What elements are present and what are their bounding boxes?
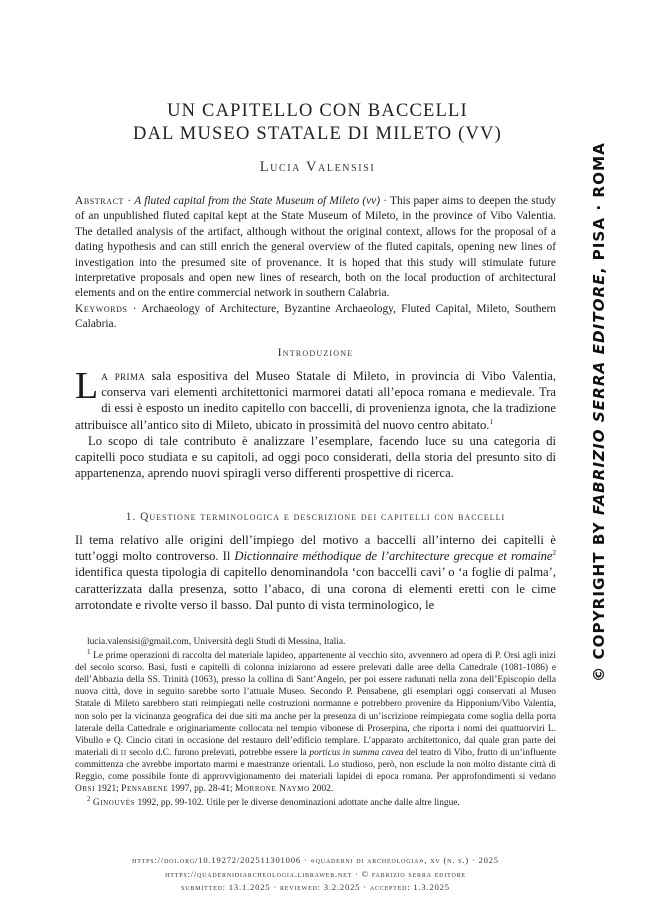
footnote-1-italic: porticus in summa cavea (309, 747, 404, 758)
footer-url-line[interactable]: https://quadernidiarcheologia.libraweb.net · © fabrizio serra editore (165, 868, 466, 879)
footnote-ref-2[interactable]: 2 (552, 549, 556, 558)
footnote-2-number: 2 (87, 795, 91, 804)
drop-cap: L (75, 365, 99, 407)
footnote-1-text-a: Le prime operazioni di raccolta del materiale lapideo, appartenente al vecchio sito, avvennero ad opera di P. Orsi agli inizi del secolo scorso. Basi, fusti e capitelli di colonna iniziarono ad essere prelevati dalle aree della Cattedrale (1081-1086) e dell’Abbazia della SS. Trinità (1063), presso la collina di Sant’Angelo, per poi essere radunati nella zona dell’Episcopio della nuova città, dove in seguito sarebbe sorto l’attuale Museo. Secondo P. Pensabene, gli esemplari oggi conservati al Museo Statale di Mileto sarebbero stati reimpiegati nelle costruzioni normanne e potrebbero provenire da Hipponium/Vibo Valentia, non solo per la vicinanza geografica dei due siti ma anche per la presenza di un’iscrizione reimpiegata come soglia della porta laterale della Cattedrale e originariamente collocata nel tempio vibonese di Proserpina, che riporta i nomi dei quattuorviri L. Vibullo e Q. Cincio citati in occasione del restauro dell’edificio templare. L’apparato architettonico, dal quale gran parte dei materiali di (75, 651, 556, 758)
reference-ginouves: Ginouvès (92, 798, 136, 809)
abstract-label: Abstract (75, 195, 125, 207)
intro-paragraph-1-text: sala espositiva del Museo Statale di Mileto, in provincia di Vibo Valentia, conserva vari elementi architettonici marmorei datati all’epoca romana e medievale. Tra di essi è esposto un inedito capitello con baccelli, di provenienza ignota, che la tradizione attribuisce all’antico sito di Mileto, ubicato in prossimità del nuovo centro abitato. (75, 369, 556, 432)
keywords-text: Archaeology of Architecture, Byzantine Archaeology, Fluted Capital, Mileto, Southern Calabria. (75, 302, 556, 331)
copyright-prefix: © COPYRIGHT BY (590, 515, 608, 682)
footnote-2-text: 1992, pp. 99-102. Utile per le diverse denominazioni adottate anche dalle altre lingue. (135, 798, 460, 809)
reference-orsi: Orsi (75, 784, 96, 795)
copyright-notice (590, 142, 608, 682)
intro-paragraph-1 (75, 365, 556, 433)
footnote-1-text-c: del teatro di Vibo, frutto di un’influente committenza che avrebbe importato marmi e maestranze orientali. Lo studioso, però, non esclude la non molto distante città di Reggio, come possibile fonte di approvvigionamento dei materiali lapidei di epoca romana. Per approfondimenti si vedano (75, 747, 556, 783)
section-1-text-b: identifica questa tipologia di capitello denominandola ‘con baccelli cavi’ o ‘a foglie di palma’, caratterizzata dalla presenza, sotto l’abaco, di una corona di elementi eretti con le cime arrotondate e rivolte verso il basso. Dal punto di vista terminologico, le (75, 565, 556, 612)
abstract-block (75, 194, 556, 333)
footnotes-block (75, 636, 556, 811)
footnote-1-century: ii (120, 747, 127, 758)
paper-title-line-2: DAL MUSEO STATALE DI MILETO (VV) (133, 124, 502, 144)
section-1-body (75, 532, 556, 613)
footnote-1-text-b: secolo d.C. furono prelevati, potrebbe essere la (126, 747, 310, 758)
section-1-paragraph-1 (75, 532, 556, 613)
reference-pensabene: Pensabene (121, 784, 169, 795)
keywords-paragraph (75, 302, 556, 333)
abstract-text: This paper aims to deepen the study of an unpublished fluted capital kept at the State Museum of Mileto, in the province of Vibo Valentia. The detailed analysis of the artifact, although without the original context, allows for the proposal of a dating hypothesis and can still enrich the general overview of the fluted capitals, opening new lines of investigation into the presumed site of provenance. It is hoped that this study will stimulate future interpretative proposals and open new lines of research, both on the local production of architectural elements and on the entire commercial network in southern Calabria. (75, 195, 556, 300)
copyright-publisher: FABRIZIO SERRA EDITORE (590, 273, 608, 516)
copyright-suffix: , PISA · ROMA (590, 142, 608, 274)
footnote-ref-1[interactable]: 1 (489, 417, 493, 426)
reference-morrone-naymo-year: 2002. (309, 784, 334, 795)
intro-lead-words: a prima (101, 369, 146, 383)
keywords-label: Keywords (75, 302, 128, 315)
keywords-separator: · (127, 302, 142, 315)
section-1-heading: 1. Questione terminologica e descrizione dei capitelli con baccelli (125, 511, 506, 523)
intro-paragraph-2: Lo scopo di tale contributo è analizzare l’esemplare, facendo luce su una categoria di capitelli poco studiata e su capitoli, ad oggi poco considerati, della storia del presunto sito di appartenenza, aprendo nuovi spiragli verso differenti prospettive di ricerca. (75, 433, 556, 481)
page-footer (75, 854, 556, 895)
dictionary-title: Dictionnaire méthodique de l’architecture grecque et romaine (234, 549, 553, 564)
author-contact: lucia.valensisi@gmail.com, Università degli Studi di Messina, Italia. (87, 637, 346, 647)
section-1-text-a: Il tema relativo alle origini dell’impiego del motivo a baccelli all’interno dei capitelli è tutt’oggi molto controverso. Il (75, 533, 556, 564)
footnote-1-number: 1 (87, 647, 91, 656)
title-block (75, 100, 560, 176)
abstract-english-title: A fluted capital from the State Museum of Mileto (vv) (134, 195, 381, 207)
author-name: Lucia Valensisi (259, 159, 376, 175)
reference-pensabene-year: 1997, pp. 28-41; (168, 784, 235, 795)
abstract-paragraph (75, 194, 556, 302)
footnote-1 (75, 647, 556, 795)
paper-title-line-1: UN CAPITELLO CON BACCELLI (167, 101, 468, 121)
footnote-2 (75, 797, 556, 809)
introduction-heading: Introduzione (277, 345, 354, 359)
abstract-separator: · (124, 195, 135, 207)
reference-orsi-year: 1921; (95, 784, 122, 795)
abstract-separator: · (380, 195, 391, 207)
introduction-body (75, 365, 556, 481)
footer-doi-line[interactable]: https://doi.org/10.19272/202511301006 · «quaderni di archeologia», xv (n. s.) · 2025 (132, 855, 499, 865)
footer-dates-line: submitted: 13.1.2025 · reviewed: 3.2.2025 · accepted: 1.3.2025 (181, 882, 450, 893)
reference-morrone-naymo: Morrone Naymo (234, 784, 310, 795)
